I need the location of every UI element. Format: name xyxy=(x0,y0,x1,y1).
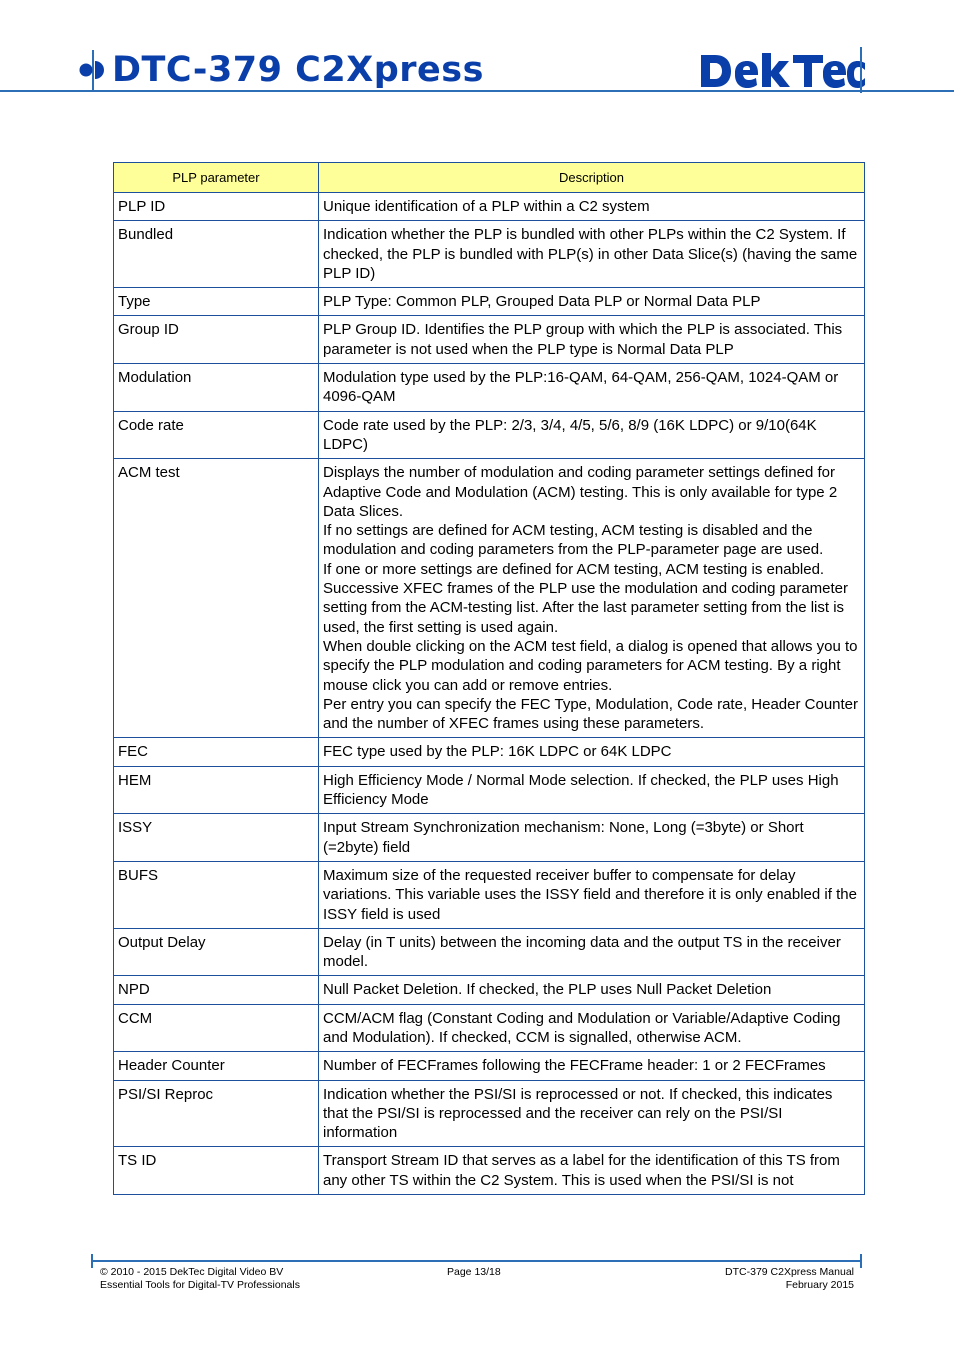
table-row xyxy=(114,288,865,316)
parameter-cell: FEC xyxy=(114,738,319,766)
parameter-cell: Modulation xyxy=(114,364,319,412)
description-paragraph: Number of FECFrames following the FECFrame header: 1 or 2 FECFrames xyxy=(323,1057,826,1075)
description-cell xyxy=(319,459,865,738)
description-paragraph: FEC type used by the PLP: 16K LDPC or 64K LDPC xyxy=(323,743,672,761)
table-body xyxy=(114,193,865,1195)
description-cell xyxy=(319,976,865,1004)
description-paragraph: Code rate used by the PLP: 2/3, 3/4, 4/5, 5/6, 8/9 (16K LDPC) or 9/10(64K LDPC) xyxy=(323,416,817,453)
footer-copyright: © 2010 - 2015 DekTec Digital Video BV xyxy=(100,1266,284,1278)
parameter-cell: ACM test xyxy=(114,459,319,738)
description-cell xyxy=(319,1080,865,1147)
table-row xyxy=(114,861,865,928)
dektec-logo xyxy=(697,47,865,93)
description-paragraph: Delay (in T units) between the incoming data and the output TS in the receiver model. xyxy=(323,933,841,971)
footer-page-number: Page 13/18 xyxy=(447,1266,501,1278)
table-row xyxy=(114,364,865,412)
description-paragraph: If no settings are defined for ACM testing, ACM testing is disabled and the modulation and coding parameters from the PLP-parameter page are used. xyxy=(323,522,824,559)
description-cell xyxy=(319,1147,865,1195)
parameter-cell: PLP ID xyxy=(114,193,319,221)
footer-tick-right xyxy=(860,1254,862,1268)
parameter-cell: Type xyxy=(114,288,319,316)
table-row xyxy=(114,814,865,862)
description-paragraph: High Efficiency Mode / Normal Mode selection. If checked, the PLP uses High Efficiency Mode xyxy=(323,771,839,809)
description-paragraph: PLP Type: Common PLP, Grouped Data PLP or Normal Data PLP xyxy=(323,293,761,311)
table-row xyxy=(114,411,865,459)
parameter-cell: CCM xyxy=(114,1004,319,1052)
parameter-cell: TS ID xyxy=(114,1147,319,1195)
parameter-cell: HEM xyxy=(114,766,319,814)
parameter-cell: Code rate xyxy=(114,411,319,459)
parameter-cell: Header Counter xyxy=(114,1052,319,1080)
description-paragraph: Input Stream Synchronization mechanism: None, Long (=3byte) or Short (=2byte) field xyxy=(323,819,804,856)
doc-title: DTC-379 C2Xpress xyxy=(112,50,484,90)
table-row xyxy=(114,1052,865,1080)
parameter-cell: ISSY xyxy=(114,814,319,862)
description-cell xyxy=(319,814,865,862)
description-paragraph: If one or more settings are defined for ACM testing, ACM testing is enabled. Successive XFEC frames of the PLP use the modulation and coding parameter setting from the ACM-testing list. After the last parameter setting from the list is used, the first setting is used again. xyxy=(323,560,849,636)
table-row xyxy=(114,766,865,814)
description-cell xyxy=(319,861,865,928)
table-header-row xyxy=(114,163,865,193)
footer-date: February 2015 xyxy=(785,1279,854,1291)
header-rule xyxy=(0,90,954,92)
description-paragraph: Displays the number of modulation and coding parameter settings defined for Adaptive Code and Modulation (ACM) testing. This is only available for type 2 Data Slices. xyxy=(323,464,838,520)
title-block xyxy=(76,48,484,92)
parameter-cell: Output Delay xyxy=(114,928,319,976)
table-row xyxy=(114,1004,865,1052)
description-cell xyxy=(319,738,865,766)
page-footer xyxy=(0,1252,954,1312)
description-cell xyxy=(319,364,865,412)
parameter-cell: Group ID xyxy=(114,316,319,364)
title-mark-icon xyxy=(76,48,110,92)
footer-tagline: Essential Tools for Digital-TV Professionals xyxy=(100,1279,300,1291)
description-paragraph: Per entry you can specify the FEC Type, Modulation, Code rate, Header Counter and the number of XFEC frames using these parameters. xyxy=(323,695,859,733)
description-paragraph: PLP Group ID. Identifies the PLP group with which the PLP is associated. This parameter is not used when the PLP type is Normal Data PLP xyxy=(323,321,843,358)
column-header-parameter: PLP parameter xyxy=(114,163,319,193)
description-paragraph: Null Packet Deletion. If checked, the PLP uses Null Packet Deletion xyxy=(323,981,772,999)
table-row xyxy=(114,976,865,1004)
description-cell xyxy=(319,316,865,364)
table-row xyxy=(114,738,865,766)
description-cell xyxy=(319,1052,865,1080)
description-paragraph: Indication whether the PLP is bundled with other PLPs within the C2 System. If checked, the PLP is bundled with PLP(s) in other Data Slice(s) (having the same PLP ID) xyxy=(323,226,858,282)
description-paragraph: Modulation type used by the PLP:16-QAM, 64-QAM, 256-QAM, 1024-QAM or 4096-QAM xyxy=(323,369,839,406)
description-cell xyxy=(319,766,865,814)
description-paragraph: Unique identification of a PLP within a C2 system xyxy=(323,198,650,215)
parameter-cell: NPD xyxy=(114,976,319,1004)
description-cell xyxy=(319,928,865,976)
table-row xyxy=(114,193,865,221)
plp-parameter-table xyxy=(113,162,865,1195)
table-row xyxy=(114,316,865,364)
description-paragraph: Indication whether the PSI/SI is reprocessed or not. If checked, this indicates that the PSI/SI is reprocessed and the receiver can rely on the PSI/SI information xyxy=(323,1085,833,1142)
footer-right xyxy=(725,1266,854,1292)
table-row xyxy=(114,1080,865,1147)
table-row xyxy=(114,928,865,976)
description-paragraph: CCM/ACM flag (Constant Coding and Modulation or Variable/Adaptive Coding and Modulation). If checked, CCM is signalled, otherwise ACM. xyxy=(323,1009,841,1046)
column-header-description: Description xyxy=(319,163,865,193)
parameter-cell: PSI/SI Reproc xyxy=(114,1080,319,1147)
footer-left xyxy=(100,1266,300,1292)
description-cell xyxy=(319,1004,865,1052)
page-header xyxy=(0,0,954,100)
description-cell xyxy=(319,288,865,316)
table-row xyxy=(114,1147,865,1195)
description-paragraph: Transport Stream ID that serves as a label for the identification of this TS from any other TS within the C2 System. This is used when the PSI/SI is not xyxy=(323,1152,840,1189)
table-row xyxy=(114,459,865,738)
description-cell xyxy=(319,411,865,459)
footer-manual-name: DTC-379 C2Xpress Manual xyxy=(725,1266,854,1278)
parameter-cell: Bundled xyxy=(114,221,319,288)
table-row xyxy=(114,221,865,288)
description-paragraph: When double clicking on the ACM test field, a dialog is opened that allows you to specify the PLP modulation and coding parameters for ACM testing. By a right mouse click you can add or remove entries. xyxy=(323,637,858,694)
description-cell xyxy=(319,193,865,221)
description-cell xyxy=(319,221,865,288)
footer-rule xyxy=(92,1260,862,1262)
parameter-cell: BUFS xyxy=(114,861,319,928)
description-paragraph: Maximum size of the requested receiver buffer to compensate for delay variations. This variable uses the ISSY field and therefore it is only enabled if the ISSY field is used xyxy=(323,866,857,923)
